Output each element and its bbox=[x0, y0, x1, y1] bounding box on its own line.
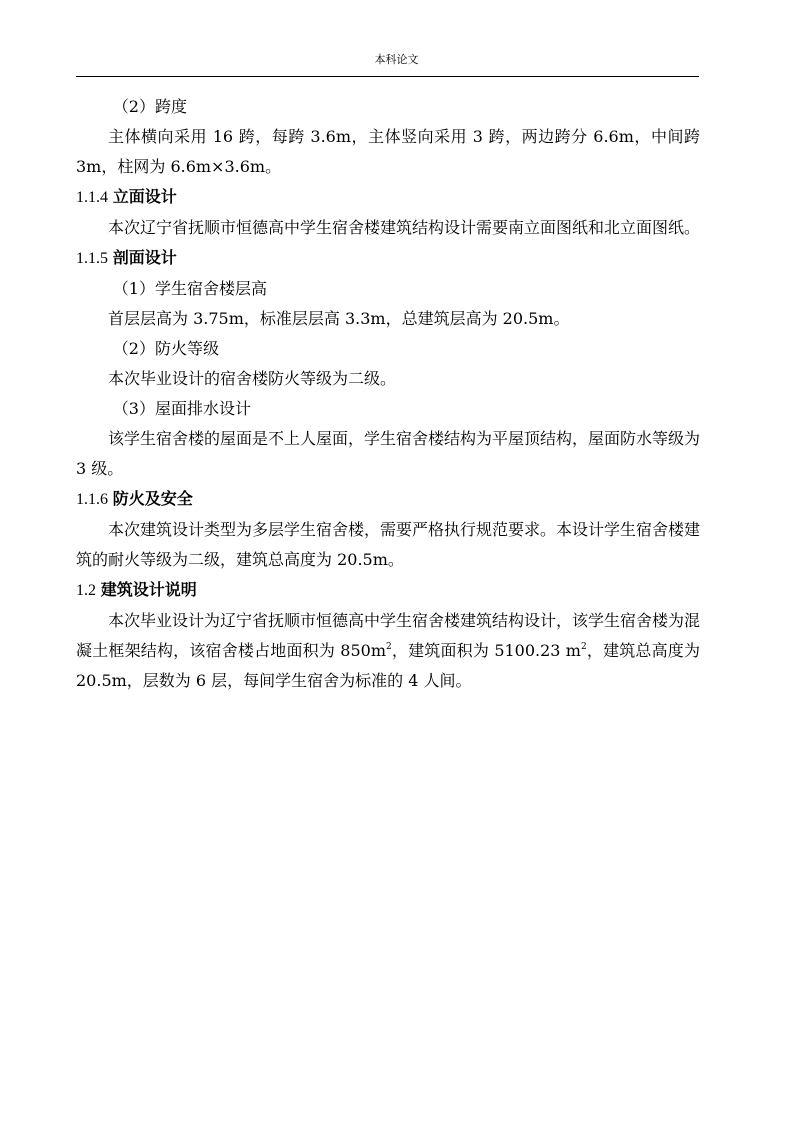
elevation-paragraph: 本次辽宁省抚顺市恒德高中学生宿舍楼建筑结构设计需要南立面图纸和北立面图纸。 bbox=[108, 218, 701, 237]
section-heading-1-1-4 bbox=[76, 182, 700, 213]
section-heading-1-2 bbox=[76, 575, 700, 606]
roof-drainage-subheading: （3）屋面排水设计 bbox=[112, 399, 251, 418]
fire-safety-paragraph: 本次建筑设计类型为多层学生宿舍楼，需要严格执行规范要求。本设计学生宿舍楼建筑的耐火等级为二级，建筑总高度为 20.5m。 bbox=[76, 520, 701, 569]
header-divider bbox=[76, 76, 699, 77]
page-header-title: 本科论文 bbox=[374, 53, 419, 66]
section-heading-1-1-6 bbox=[76, 484, 700, 515]
fire-grade-paragraph: 本次毕业设计的宿舍楼防火等级为二级。 bbox=[108, 369, 397, 388]
section-title: 剖面设计 bbox=[112, 248, 177, 267]
section-number: 1.1.4 bbox=[76, 189, 108, 206]
floor-height-paragraph: 首层层高为 3.75m，标准层层高 3.3m，总建筑层高为 20.5m。 bbox=[108, 309, 570, 328]
description-text-c: ，建筑总高度为 20.5m，层数为 6 层，每间学生宿舍为标准的 4 人间。 bbox=[76, 641, 700, 690]
design-description-paragraph bbox=[76, 606, 700, 696]
document-body bbox=[76, 92, 700, 696]
section-number: 1.2 bbox=[76, 582, 96, 599]
section-heading-1-1-5 bbox=[76, 243, 700, 274]
description-text-a: 本次毕业设计为辽宁省抚顺市恒德高中学生宿舍楼建筑结构设计，该学生宿舍楼为混凝土框架结构，该宿舍楼占地面积为 850m bbox=[76, 611, 701, 660]
section-number: 1.1.5 bbox=[76, 250, 108, 267]
floor-height-subheading: （1）学生宿舍楼层高 bbox=[112, 279, 267, 298]
fire-grade-subheading: （2）防火等级 bbox=[112, 339, 219, 358]
description-text-b: ，建筑面积为 5100.23 m bbox=[391, 641, 581, 660]
span-paragraph: 主体横向采用 16 跨，每跨 3.6m，主体竖向采用 3 跨，两边跨分 6.6m，中间跨 3m，柱网为 6.6m×3.6m。 bbox=[76, 127, 700, 176]
section-number: 1.1.6 bbox=[76, 491, 108, 508]
roof-drainage-paragraph: 该学生宿舍楼的屋面是不上人屋面，学生宿舍楼结构为平屋顶结构，屋面防水等级为 3 级。 bbox=[76, 429, 701, 478]
span-subheading: （2）跨度 bbox=[112, 97, 187, 116]
superscript-2: 2 bbox=[386, 642, 392, 652]
section-title: 立面设计 bbox=[112, 187, 177, 206]
section-title: 建筑设计说明 bbox=[100, 580, 197, 599]
section-title: 防火及安全 bbox=[112, 489, 193, 508]
superscript-2: 2 bbox=[580, 642, 587, 652]
